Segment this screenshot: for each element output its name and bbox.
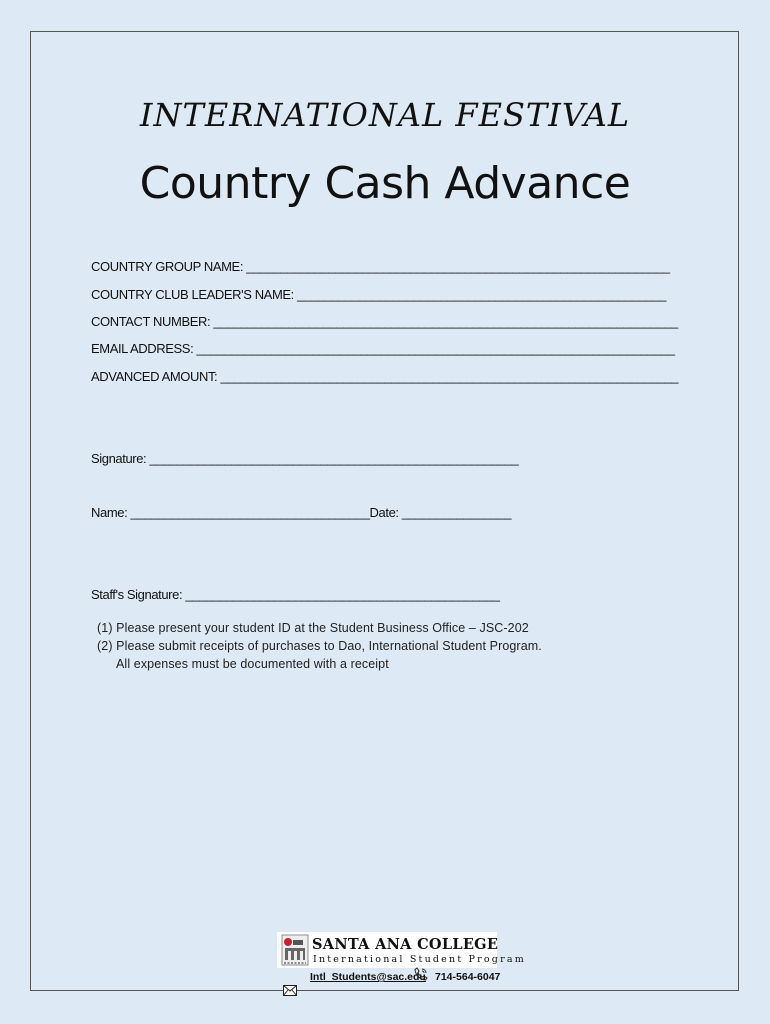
contact-phone: 714-564-6047 [435,971,501,983]
envelope-icon [283,985,297,996]
santa-ana-college-logo [277,932,526,968]
email-address-field[interactable]: EMAIL ADDRESS: ______________________________________________________________________ [91,341,675,356]
college-name: SANTA ANA COLLEGE [312,936,499,953]
form-title: Country Cash Advance [139,158,631,209]
signature-field[interactable]: Signature: ______________________________________________________ [91,451,519,466]
program-name: International Student Program [313,954,526,965]
instruction-2: (2) Please submit receipts of purchases to Dao, International Student Program. [97,639,542,653]
name-date-field[interactable]: Name: ___________________________________Date: ________________ [91,505,512,520]
event-heading: INTERNATIONAL FESTIVAL [139,96,631,134]
college-emblem-icon [281,934,309,966]
instructions [97,619,542,673]
advanced-amount-field[interactable]: ADVANCED AMOUNT: ___________________________________________________________________ [91,369,679,384]
contact-email-link[interactable]: Intl_Students@sac.edu [310,971,426,983]
club-leader-name-field[interactable]: COUNTRY CLUB LEADER'S NAME: ______________________________________________________ [91,287,666,302]
instruction-1: (1) Please present your student ID at the Student Business Office – JSC-202 [97,621,529,635]
country-group-name-field[interactable]: COUNTRY GROUP NAME: ______________________________________________________________ [91,259,670,274]
staff-signature-field[interactable]: Staff's Signature: ______________________________________________ [91,587,500,602]
contact-number-field[interactable]: CONTACT NUMBER: ____________________________________________________________________ [91,314,678,329]
instruction-2-continued: All expenses must be documented with a receipt [116,657,389,671]
phone-icon [414,967,428,981]
